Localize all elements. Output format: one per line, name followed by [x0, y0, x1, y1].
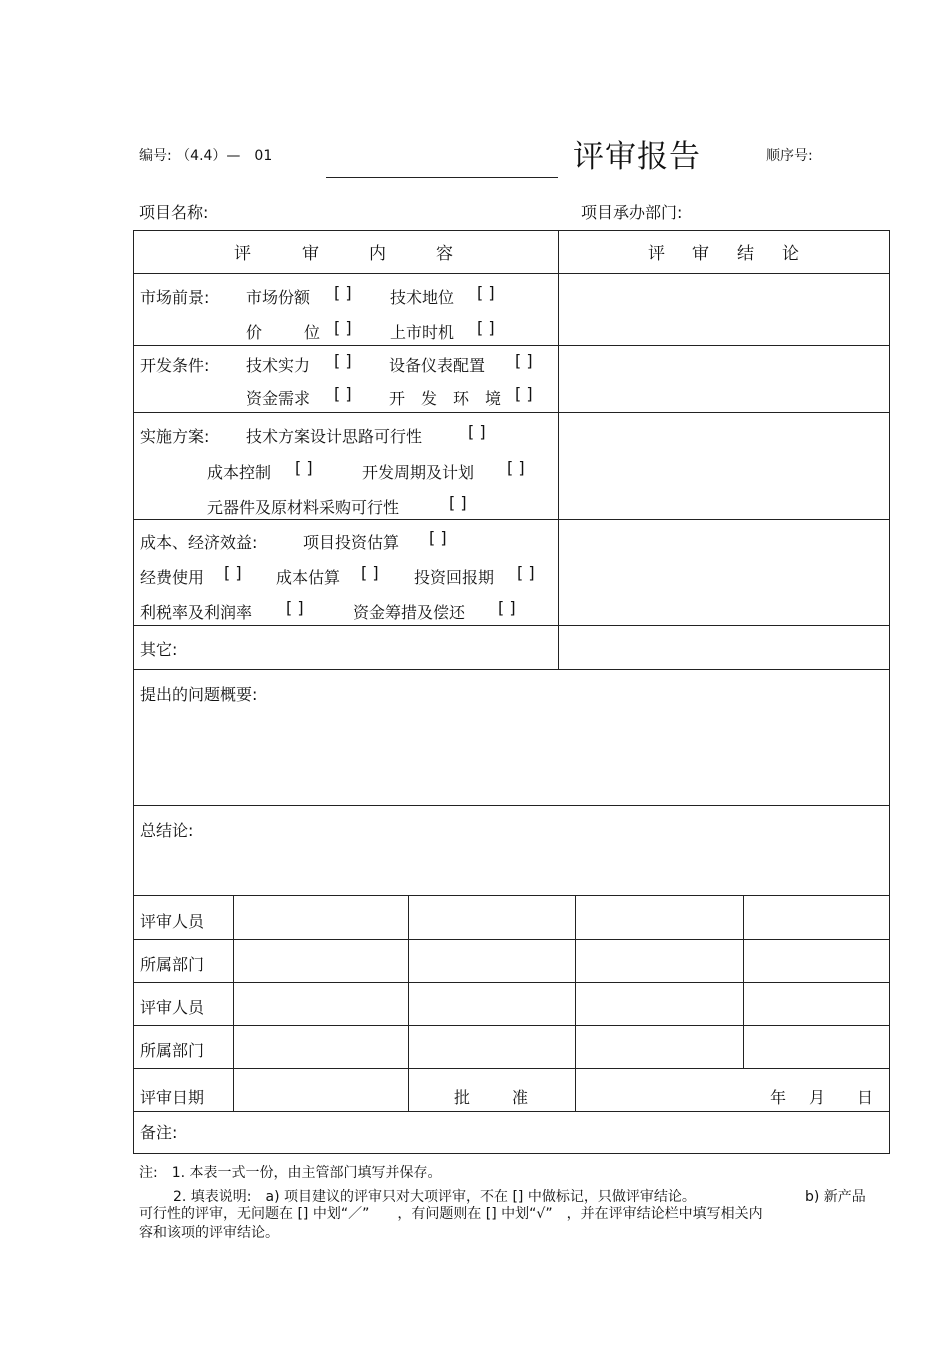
approve-char: 准	[512, 1088, 529, 1107]
row-divider	[133, 519, 890, 520]
checkbox-bracket[interactable]: [ ]	[498, 598, 516, 617]
launch-timing-label: 上市时机	[390, 323, 455, 342]
checkbox-bracket[interactable]: [ ]	[334, 318, 352, 337]
cost-benefit-label: 成本、经济效益:	[140, 533, 258, 552]
reviewer-label: 评审人员	[140, 998, 205, 1017]
checkbox-bracket[interactable]: [ ]	[295, 458, 313, 477]
row-divider	[133, 345, 890, 346]
page-title: 评审报告	[573, 139, 701, 175]
note-line-3: 可行性的评审，无问题在 [] 中划“／” ，有问题则在 [] 中划“√” ，并在评审结论栏中填写相关内	[139, 1206, 763, 1222]
tech-plan-label: 技术方案设计思路可行性	[246, 427, 423, 446]
row-divider	[133, 939, 890, 940]
title-underline	[326, 177, 558, 178]
row-divider	[133, 273, 890, 274]
department-label: 所属部门	[140, 955, 205, 974]
checkbox-bracket[interactable]: [ ]	[334, 283, 352, 302]
checkbox-bracket[interactable]: [ ]	[286, 598, 304, 617]
dev-environment-label: 开 发 环 境	[389, 389, 502, 408]
row-divider	[133, 1111, 890, 1112]
approve-char: 批	[454, 1088, 471, 1107]
checkbox-bracket[interactable]: [ ]	[477, 318, 495, 337]
checkbox-bracket[interactable]: [ ]	[477, 283, 495, 302]
dev-schedule-label: 开发周期及计划	[362, 463, 475, 482]
checkbox-bracket[interactable]: [ ]	[515, 384, 533, 403]
row-divider	[133, 1025, 890, 1026]
doc-code: 编号: （4.4）— 01	[139, 148, 273, 164]
cost-estimate-label: 成本估算	[276, 568, 341, 587]
plan-label: 实施方案:	[140, 427, 210, 446]
sequence-number-label: 顺序号:	[766, 148, 813, 164]
expense-usage-label: 经费使用	[140, 568, 205, 587]
row-divider	[133, 669, 890, 670]
day-label: 日	[857, 1088, 874, 1107]
column-divider	[558, 230, 559, 670]
row-divider	[133, 625, 890, 626]
checkbox-bracket[interactable]: [ ]	[224, 563, 242, 582]
checkbox-bracket[interactable]: [ ]	[334, 351, 352, 370]
price-label-char: 位	[304, 323, 321, 342]
month-label: 月	[809, 1088, 826, 1107]
column-divider	[575, 895, 576, 1111]
column-divider	[408, 895, 409, 1111]
payback-label: 投资回报期	[414, 568, 495, 587]
header-content-char: 容	[436, 244, 453, 264]
year-label: 年	[770, 1088, 787, 1107]
investment-estimate-label: 项目投资估算	[303, 533, 400, 552]
market-label: 市场前景:	[140, 288, 210, 307]
checkbox-bracket[interactable]: [ ]	[468, 422, 486, 441]
reviewer-label: 评审人员	[140, 912, 205, 931]
funding-label: 资金需求	[246, 389, 311, 408]
header-content-char: 内	[369, 244, 386, 264]
row-divider	[133, 982, 890, 983]
other-label: 其它:	[140, 640, 178, 659]
note-line-2b: b) 新产品	[805, 1189, 866, 1205]
price-label-char: 价	[246, 323, 263, 342]
header-content-char: 审	[302, 244, 319, 264]
remark-label: 备注:	[140, 1123, 178, 1142]
equipment-label: 设备仪表配置	[389, 356, 486, 375]
header-conclusion-char: 评	[648, 244, 665, 264]
problems-label: 提出的问题概要:	[140, 685, 258, 704]
row-divider	[133, 895, 890, 896]
cost-control-label: 成本控制	[207, 463, 272, 482]
column-divider	[233, 895, 234, 1111]
column-divider	[743, 895, 744, 1068]
header-conclusion-char: 论	[782, 244, 799, 264]
header-conclusion-char: 结	[737, 244, 754, 264]
checkbox-bracket[interactable]: [ ]	[515, 351, 533, 370]
row-divider	[133, 412, 890, 413]
row-divider	[133, 805, 890, 806]
header-content-char: 评	[234, 244, 251, 264]
row-divider	[133, 1068, 890, 1069]
project-department-label: 项目承办部门:	[581, 203, 683, 222]
fund-raising-label: 资金筹措及偿还	[353, 603, 466, 622]
department-label: 所属部门	[140, 1041, 205, 1060]
note-line-1: 注: 1. 本表一式一份，由主管部门填写并保存。	[139, 1165, 442, 1181]
checkbox-bracket[interactable]: [ ]	[517, 563, 535, 582]
review-date-label: 评审日期	[140, 1088, 205, 1107]
checkbox-bracket[interactable]: [ ]	[507, 458, 525, 477]
note-line-2a: 2. 填表说明: a) 项目建议的评审只对大项评审，不在 [] 中做标记，只做评审结论。	[173, 1189, 696, 1205]
tech-position-label: 技术地位	[390, 288, 455, 307]
summary-label: 总结论:	[140, 821, 194, 840]
project-name-label: 项目名称:	[139, 203, 209, 222]
develop-label: 开发条件:	[140, 356, 210, 375]
market-share-label: 市场份额	[246, 288, 311, 307]
checkbox-bracket[interactable]: [ ]	[449, 493, 467, 512]
checkbox-bracket[interactable]: [ ]	[334, 384, 352, 403]
header-conclusion-char: 审	[692, 244, 709, 264]
components-label: 元器件及原材料采购可行性	[207, 498, 400, 517]
checkbox-bracket[interactable]: [ ]	[429, 528, 447, 547]
note-line-4: 容和该项的评审结论。	[139, 1225, 279, 1241]
tech-strength-label: 技术实力	[246, 356, 311, 375]
checkbox-bracket[interactable]: [ ]	[361, 563, 379, 582]
profit-rate-label: 利税率及利润率	[140, 603, 253, 622]
